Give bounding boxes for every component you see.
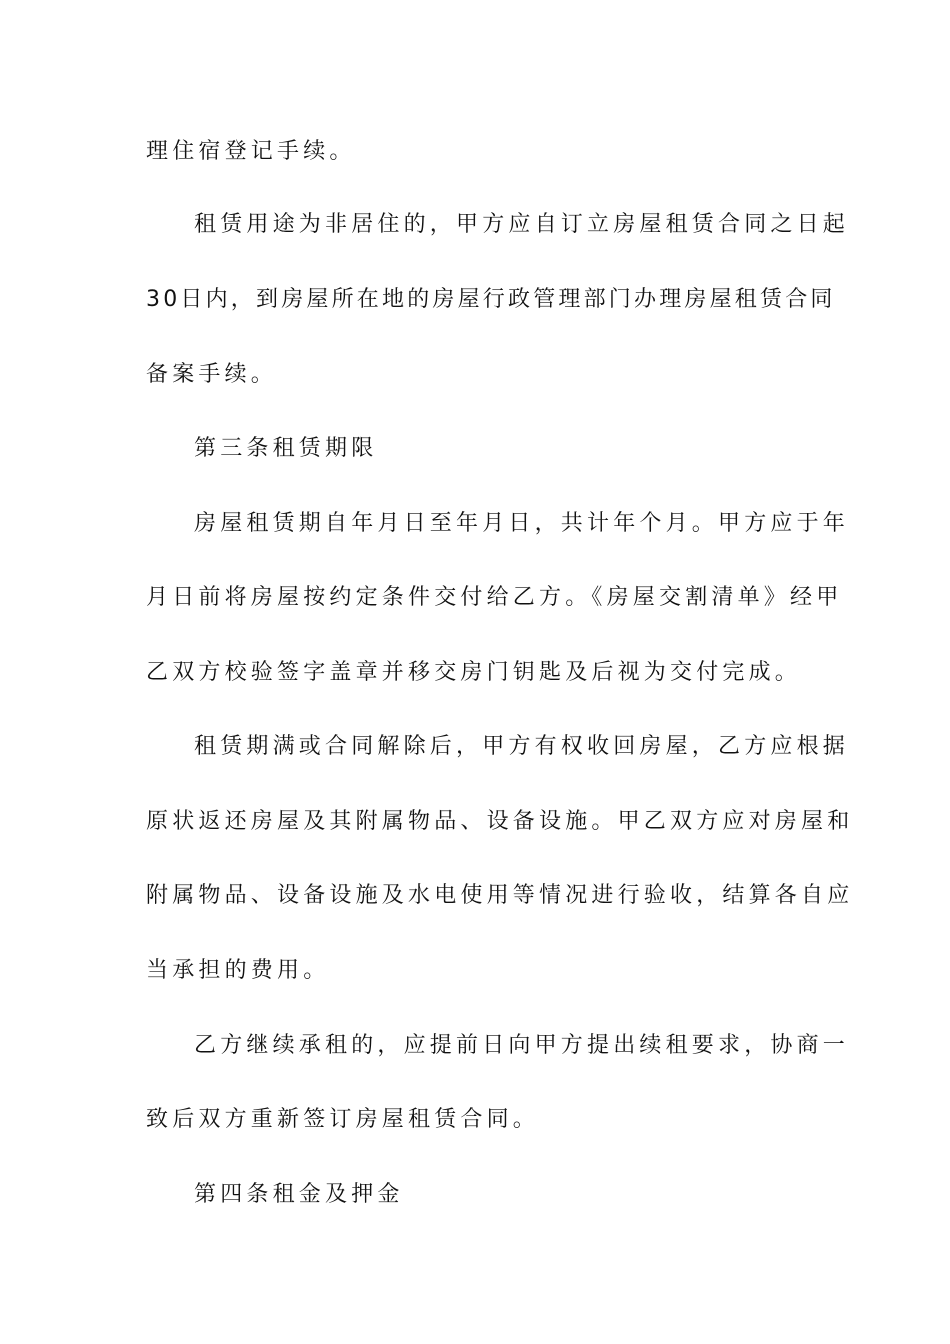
paragraph-first-line: 租赁用途为非居住的，甲方应自订立房屋租赁合同之日起 (194, 212, 850, 237)
section-heading-article-4: 第四条租金及押金 (194, 1182, 404, 1207)
body-line: 30日内，到房屋所在地的房屋行政管理部门办理房屋租赁合同 (146, 287, 836, 312)
body-line: 原状返还房屋及其附属物品、设备设施。甲乙双方应对房屋和 (146, 809, 854, 834)
body-line: 当承担的费用。 (146, 958, 330, 983)
body-line: 致后双方重新签订房屋租赁合同。 (146, 1107, 540, 1132)
body-line: 乙双方校验签字盖章并移交房门钥匙及后视为交付完成。 (146, 660, 802, 685)
paragraph-first-line: 乙方继续承租的，应提前日向甲方提出续租要求，协商一 (194, 1033, 850, 1058)
body-line: 月日前将房屋按约定条件交付给乙方。《房屋交割清单》经甲 (146, 585, 843, 610)
body-line: 附属物品、设备设施及水电使用等情况进行验收，结算各自应 (146, 883, 854, 908)
body-line: 理住宿登记手续。 (146, 139, 356, 164)
paragraph-first-line: 租赁期满或合同解除后，甲方有权收回房屋，乙方应根据 (194, 734, 850, 759)
body-line: 备案手续。 (146, 362, 278, 387)
paragraph-first-line: 房屋租赁期自年月日至年月日，共计年个月。甲方应于年 (194, 511, 850, 536)
section-heading-article-3: 第三条租赁期限 (194, 436, 378, 461)
